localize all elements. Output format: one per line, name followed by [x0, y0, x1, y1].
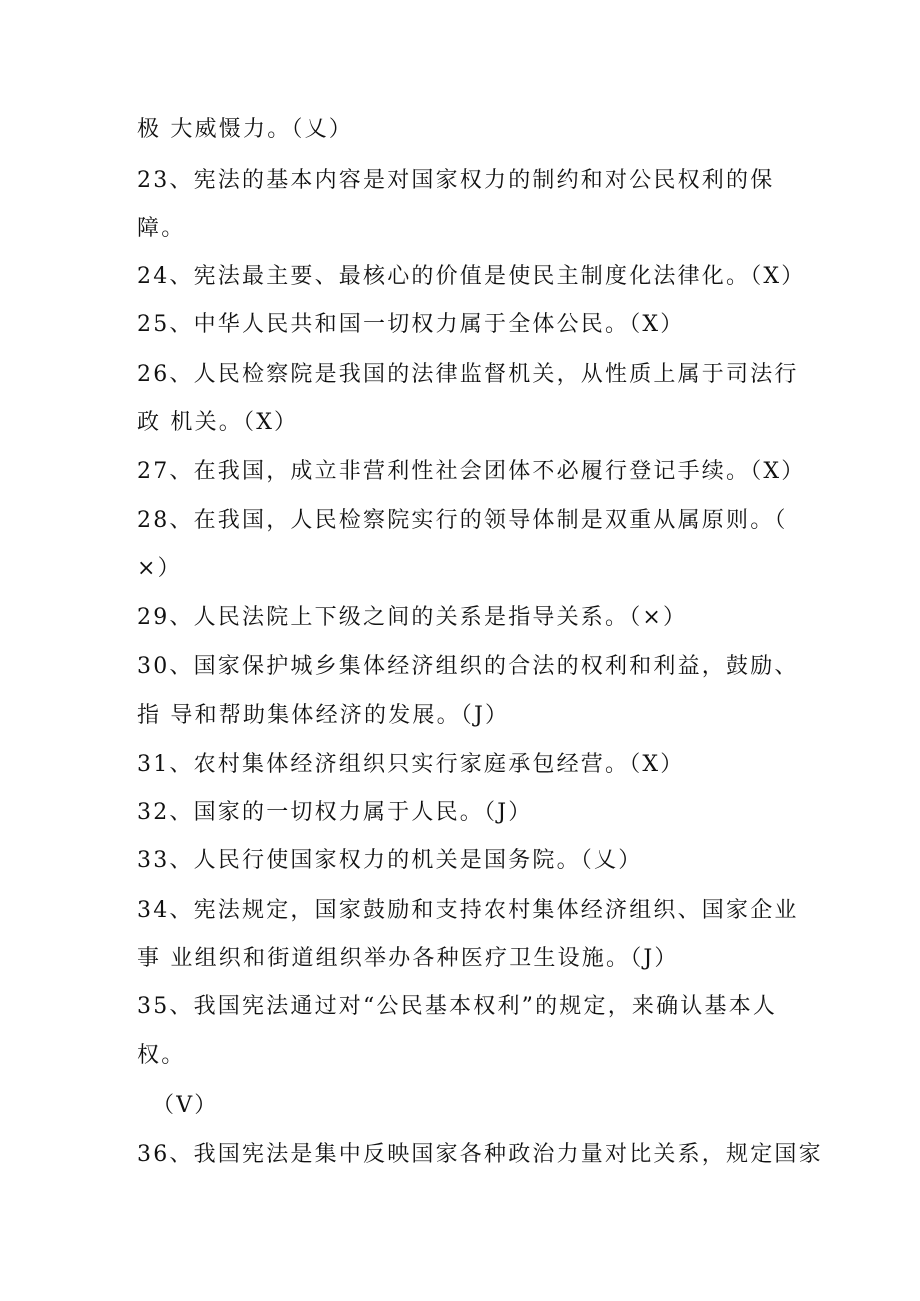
text-line: 27、在我国，成立非营利性社会团体不必履行登记手续。（X）: [137, 459, 806, 484]
text-line: 26、人民检察院是我国的法律监督机关，从性质上属于司法行: [137, 362, 799, 387]
text-line: 34、宪法规定，国家鼓励和支持农村集体经济组织、国家企业: [137, 898, 799, 923]
text-line: 31、农村集体经济组织只实行家庭承包经营。（X）: [137, 752, 685, 777]
text-line: 极 大威慑力。（乂）: [137, 117, 353, 142]
text-line: 24、宪法最主要、最核心的价值是使民主制度化法律化。（X）: [137, 264, 806, 289]
text-line: 事 业组织和街道组织举办各种医疗卫生设施。（J）: [137, 946, 679, 971]
text-line: 36、我国宪法是集中反映国家各种政治力量对比关系，规定国家: [137, 1142, 823, 1167]
text-line: 29、人民法院上下级之间的关系是指导关系。（×）: [137, 605, 688, 630]
text-line: 35、我国宪法通过对“公民基本权利”的规定，来确认基本人: [137, 994, 778, 1019]
text-line: 25、中华人民共和国一切权力属于全体公民。（X）: [137, 312, 685, 337]
text-line: 30、国家保护城乡集体经济组织的合法的权利和利益，鼓励、: [137, 654, 799, 679]
text-line: 指 导和帮助集体经济的发展。（J）: [137, 703, 510, 728]
text-line: 障。: [137, 216, 186, 241]
text-line: ×）: [137, 556, 182, 581]
text-line: 33、人民行使国家权力的机关是国务院。（乂）: [137, 848, 643, 873]
text-line: （V）: [152, 1093, 219, 1118]
text-line: 28、在我国，人民检察院实行的领导体制是双重从属原则。（: [137, 508, 788, 533]
text-line: 权。: [137, 1043, 186, 1068]
text-line: 政 机关。（X）: [137, 410, 299, 435]
text-line: 23、宪法的基本内容是对国家权力的制约和对公民权利的保: [137, 168, 775, 193]
text-line: 32、国家的一切权力属于人民。（J）: [137, 800, 533, 825]
